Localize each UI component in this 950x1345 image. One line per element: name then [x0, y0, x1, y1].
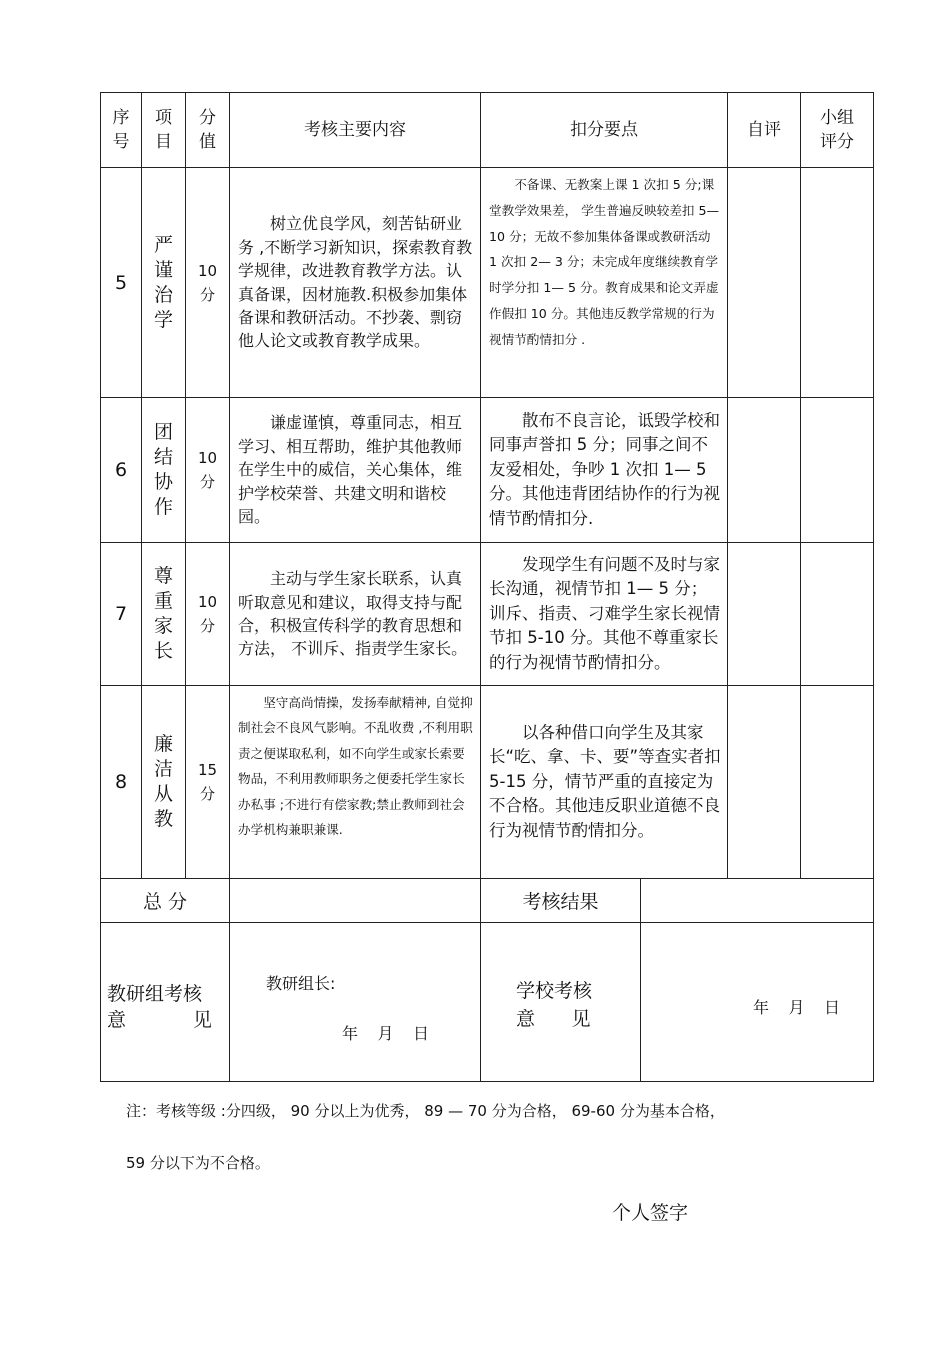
- result-value: [641, 879, 874, 923]
- row-deduction: 不备课、无教案上课 1 次扣 5 分;课堂教学效果差， 学生普遍反映较差扣 5— 10 分；无故不参加集体备课或教研活动 1 次扣 2— 3 分；未完成年度继续教育学时学分扣 1— 5 分。教育成果和论文弄虚作假扣 10 分。其他违反教学常规的行为视情节酌情扣分 .: [481, 168, 728, 398]
- header-content: 考核主要内容: [230, 93, 481, 168]
- total-row: [101, 879, 874, 923]
- school-opinion-label: 学校考核 意 见: [516, 980, 593, 1030]
- row-self-score: [728, 168, 801, 398]
- row-self-score: [728, 543, 801, 686]
- row-item: 廉 洁 从 教: [142, 686, 186, 879]
- note-line-2: 59 分以下为不合格。: [126, 1154, 270, 1172]
- opinion-row: [101, 923, 874, 1082]
- school-date-cell: [641, 923, 874, 1082]
- group-opinion-label: 教研组考核 意 见: [107, 983, 212, 1031]
- row-item: 严 谨 治 学: [142, 168, 186, 398]
- row-content: 树立优良学风，刻苦钻研业务 ,不断学习新知识，探索教育教学规律，改进教育教学方法。认真备课，因材施教.积极参加集体备课和教研活动。不抄袭、剽窃他人论文或教育教学成果。: [230, 168, 481, 398]
- row-content: 谦虚谨慎，尊重同志，相互学习、相互帮助，维护其他教师在学生中的威信，关心集体，维护学校荣誉、共建文明和谐校园。: [230, 398, 481, 543]
- header-row: [101, 93, 874, 168]
- result-label: 考核结果: [481, 879, 641, 923]
- row-score: 15 分: [186, 686, 230, 879]
- row-deduction: 散布不良言论，诋毁学校和同事声誉扣 5 分；同事之间不友爱相处，争吵 1 次扣 1— 5 分。其他违背团结协作的行为视情节酌情扣分.: [481, 398, 728, 543]
- row-group-score: [801, 686, 874, 879]
- group-leader-label: 教研组长:: [266, 974, 336, 993]
- total-value: [230, 879, 481, 923]
- header-no: 序号: [101, 93, 142, 168]
- row-score: 10 分: [186, 168, 230, 398]
- table-row: [101, 398, 874, 543]
- header-score: 分值: [186, 93, 230, 168]
- school-opinion-cell: [481, 923, 641, 1082]
- signature-label: 个人签字: [612, 1202, 689, 1224]
- row-self-score: [728, 686, 801, 879]
- row-score: 10 分: [186, 543, 230, 686]
- row-deduction: 发现学生有问题不及时与家长沟通，视情节扣 1— 5 分；训斥、指责、刁难学生家长视情节扣 5-10 分。其他不尊重家长的行为视情节酌情扣分。: [481, 543, 728, 686]
- row-content: 坚守高尚情操，发扬奉献精神, 自觉抑制社会不良风气影响。不乱收费 ,不利用职责之便谋取私利，如不向学生或家长索要物品，不利用教师职务之便委托学生家长办私事 ;不进行有偿家教;禁止教师到社会办学机构兼职兼课.: [230, 686, 481, 879]
- assessment-table: [100, 92, 874, 1082]
- header-item: 项目: [142, 93, 186, 168]
- header-group: 小组评分: [801, 93, 874, 168]
- row-item: 尊 重 家 长: [142, 543, 186, 686]
- row-content: 主动与学生家长联系，认真听取意见和建议，取得支持与配合，积极宣传科学的教育思想和方法， 不训斥、指责学生家长。: [230, 543, 481, 686]
- table-row: [101, 543, 874, 686]
- table-row: [101, 686, 874, 879]
- row-item: 团 结 协 作: [142, 398, 186, 543]
- header-deduction: 扣分要点: [481, 93, 728, 168]
- row-group-score: [801, 398, 874, 543]
- group-opinion-cell: [101, 923, 230, 1082]
- row-score: 10 分: [186, 398, 230, 543]
- total-label: 总 分: [101, 879, 230, 923]
- group-leader-cell: [230, 923, 481, 1082]
- row-number: 5: [101, 168, 142, 398]
- row-number: 8: [101, 686, 142, 879]
- row-group-score: [801, 168, 874, 398]
- group-date-label: 年 月 日: [342, 1024, 429, 1043]
- school-date-label: 年 月 日: [753, 998, 840, 1017]
- row-number: 7: [101, 543, 142, 686]
- row-number: 6: [101, 398, 142, 543]
- header-self: 自评: [728, 93, 801, 168]
- row-self-score: [728, 398, 801, 543]
- note-line-1: 注：考核等级 :分四级， 90 分以上为优秀， 89 — 70 分为合格， 69-60 分为基本合格，: [126, 1102, 725, 1120]
- row-deduction: 以各种借口向学生及其家长“吃、拿、卡、要”等查实者扣 5-15 分，情节严重的直接定为不合格。其他违反职业道德不良行为视情节酌情扣分。: [481, 686, 728, 879]
- row-group-score: [801, 543, 874, 686]
- table-row: [101, 168, 874, 398]
